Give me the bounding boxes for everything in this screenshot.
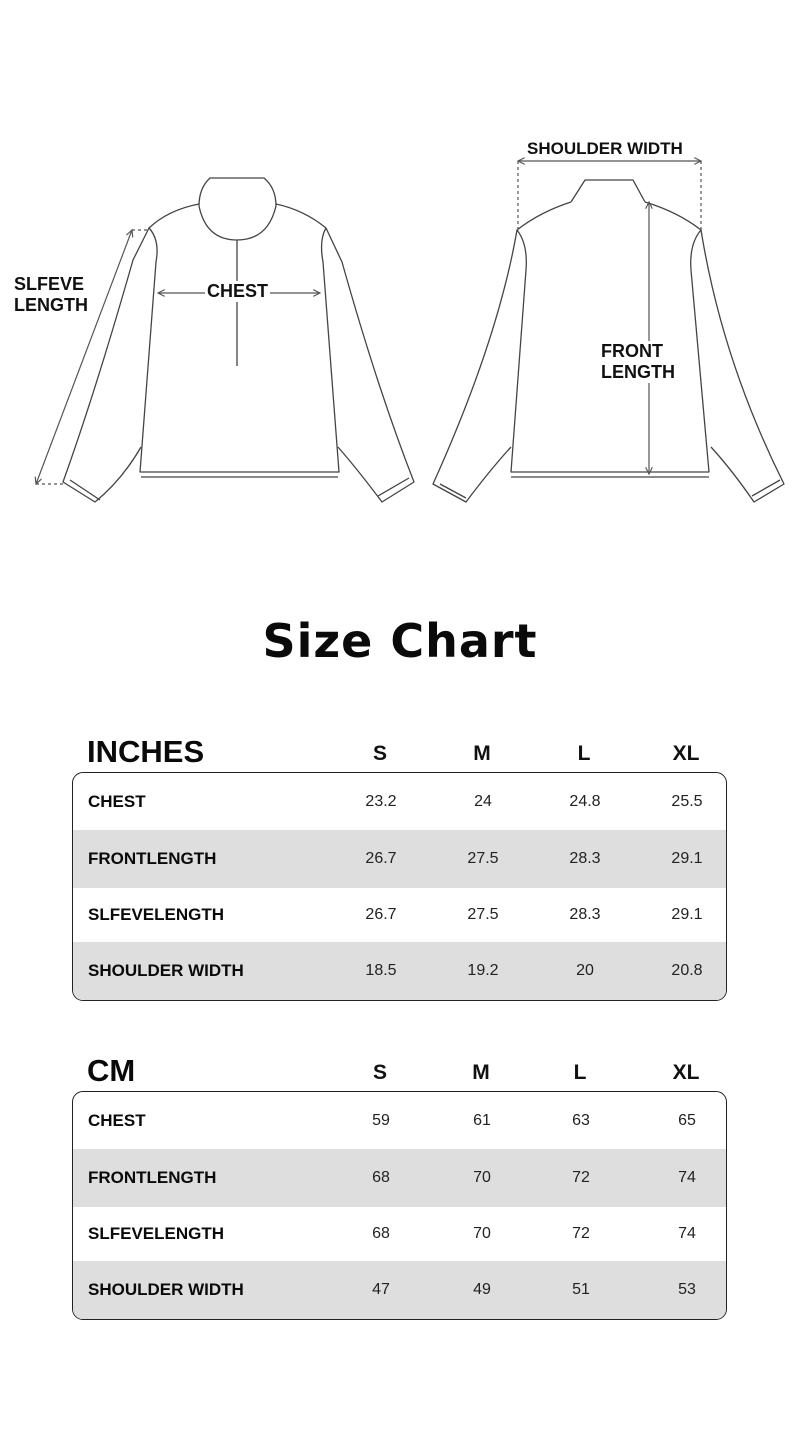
size-header-m: M bbox=[473, 742, 491, 765]
cm-table bbox=[72, 1051, 727, 1320]
size-header-l: L bbox=[577, 742, 591, 765]
value-cell: 20 bbox=[576, 962, 594, 979]
value-cell: 47 bbox=[372, 1281, 390, 1298]
value-cell: 29.1 bbox=[671, 906, 703, 923]
table-row bbox=[73, 830, 726, 888]
table-header bbox=[72, 732, 727, 772]
value-cell: 27.5 bbox=[467, 906, 499, 923]
size-header-m: M bbox=[472, 1061, 490, 1084]
table-row bbox=[73, 942, 726, 1000]
value-cell: 68 bbox=[372, 1169, 390, 1186]
value-cell: 26.7 bbox=[365, 906, 397, 923]
size-header-xl: XL bbox=[672, 742, 700, 765]
value-cell: 53 bbox=[678, 1281, 696, 1298]
chest-label: CHEST bbox=[207, 281, 269, 301]
value-cell: 27.5 bbox=[467, 850, 499, 867]
measurement-name: SHOULDER WIDTH bbox=[88, 1280, 244, 1299]
value-cell: 25.5 bbox=[671, 792, 703, 810]
sleeve-length-arrow bbox=[36, 230, 132, 484]
front-length-label: FRONT LENGTH bbox=[601, 341, 675, 382]
value-cell: 72 bbox=[572, 1225, 590, 1242]
size-header-xl: XL bbox=[672, 1061, 700, 1084]
table-row bbox=[73, 888, 726, 942]
measurement-name: SLFEVELENGTH bbox=[88, 905, 225, 924]
shoulder-width-label: SHOULDER WIDTH bbox=[527, 139, 683, 158]
value-cell: 65 bbox=[678, 1111, 696, 1129]
unit-label: INCHES bbox=[87, 734, 205, 769]
value-cell: 20.8 bbox=[671, 962, 703, 979]
table-row bbox=[73, 1261, 726, 1319]
value-cell: 49 bbox=[473, 1281, 491, 1298]
table-header bbox=[72, 1051, 727, 1091]
value-cell: 26.7 bbox=[365, 850, 397, 867]
table-row bbox=[73, 773, 726, 830]
table-body bbox=[72, 772, 727, 1001]
value-cell: 61 bbox=[473, 1111, 491, 1129]
value-cell: 70 bbox=[473, 1225, 491, 1242]
size-header-s: S bbox=[372, 742, 387, 765]
sleeve-length-label: SLFEVE LENGTH bbox=[14, 274, 88, 315]
value-cell: 74 bbox=[678, 1169, 696, 1186]
value-cell: 24 bbox=[474, 792, 492, 810]
measurement-name: CHEST bbox=[88, 791, 146, 811]
size-header-l: L bbox=[573, 1061, 587, 1084]
measurement-name: CHEST bbox=[88, 1110, 146, 1130]
unit-label: CM bbox=[87, 1053, 136, 1088]
value-cell: 23.2 bbox=[365, 792, 397, 810]
measurement-name: FRONTLENGTH bbox=[88, 1168, 217, 1187]
front-view-jacket bbox=[63, 178, 414, 502]
value-cell: 70 bbox=[473, 1169, 491, 1186]
measure-lines bbox=[36, 161, 701, 484]
value-cell: 72 bbox=[572, 1169, 590, 1186]
value-cell: 74 bbox=[678, 1225, 696, 1242]
table-row bbox=[73, 1092, 726, 1149]
value-cell: 63 bbox=[572, 1111, 590, 1129]
measurement-name: SLFEVELENGTH bbox=[88, 1224, 225, 1243]
value-cell: 51 bbox=[572, 1281, 590, 1298]
value-cell: 19.2 bbox=[467, 962, 499, 979]
table-body bbox=[72, 1091, 727, 1320]
value-cell: 24.8 bbox=[569, 792, 601, 810]
value-cell: 28.3 bbox=[569, 906, 601, 923]
value-cell: 28.3 bbox=[569, 850, 601, 867]
garment-diagram bbox=[0, 0, 800, 560]
value-cell: 29.1 bbox=[671, 850, 703, 867]
value-cell: 18.5 bbox=[365, 962, 397, 979]
size-header-s: S bbox=[372, 1061, 387, 1084]
page-title: Size Chart bbox=[262, 614, 538, 668]
measurement-name: SHOULDER WIDTH bbox=[88, 961, 244, 980]
value-cell: 68 bbox=[372, 1225, 390, 1242]
inches-table bbox=[72, 732, 727, 1001]
table-row bbox=[73, 1149, 726, 1207]
table-row bbox=[73, 1207, 726, 1261]
measurement-name: FRONTLENGTH bbox=[88, 849, 217, 868]
value-cell: 59 bbox=[372, 1111, 390, 1129]
